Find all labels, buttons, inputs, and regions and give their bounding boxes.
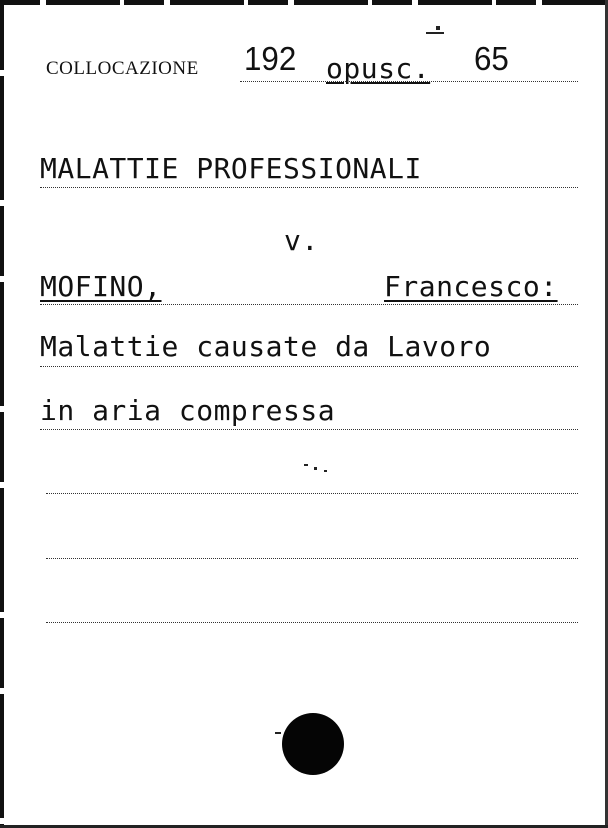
dotted-rule-shelfmark <box>240 81 578 82</box>
dotted-rule-3 <box>40 366 578 367</box>
speck <box>304 464 308 466</box>
title-line-2: in aria compressa <box>40 394 336 427</box>
speck <box>314 467 317 470</box>
dotted-rule-7 <box>46 622 578 623</box>
title-line-1: Malattie causate da Lavoro <box>40 330 492 363</box>
collocazione-label: COLLOCAZIONE <box>46 58 199 79</box>
dotted-rule-5 <box>46 493 578 494</box>
dotted-rule-2 <box>40 304 578 305</box>
see-marker: v. <box>284 224 319 257</box>
speck <box>324 470 327 472</box>
shelfmark-opusc: opusc. <box>326 52 431 85</box>
author-forename: Francesco: <box>384 270 558 303</box>
dotted-rule-6 <box>46 558 578 559</box>
speck <box>436 26 440 30</box>
card-edge-top <box>0 0 608 5</box>
card-edge-left <box>0 0 4 828</box>
speck <box>426 32 444 34</box>
speck <box>275 732 281 734</box>
dotted-rule-1 <box>40 187 578 188</box>
dotted-rule-4 <box>40 429 578 430</box>
subject-heading: MALATTIE PROFESSIONALI <box>40 152 422 185</box>
author-surname: MOFINO, <box>40 270 162 303</box>
shelfmark-item: 65 <box>474 40 509 77</box>
shelfmark-number: 192 <box>244 40 297 77</box>
punch-hole <box>282 713 344 775</box>
